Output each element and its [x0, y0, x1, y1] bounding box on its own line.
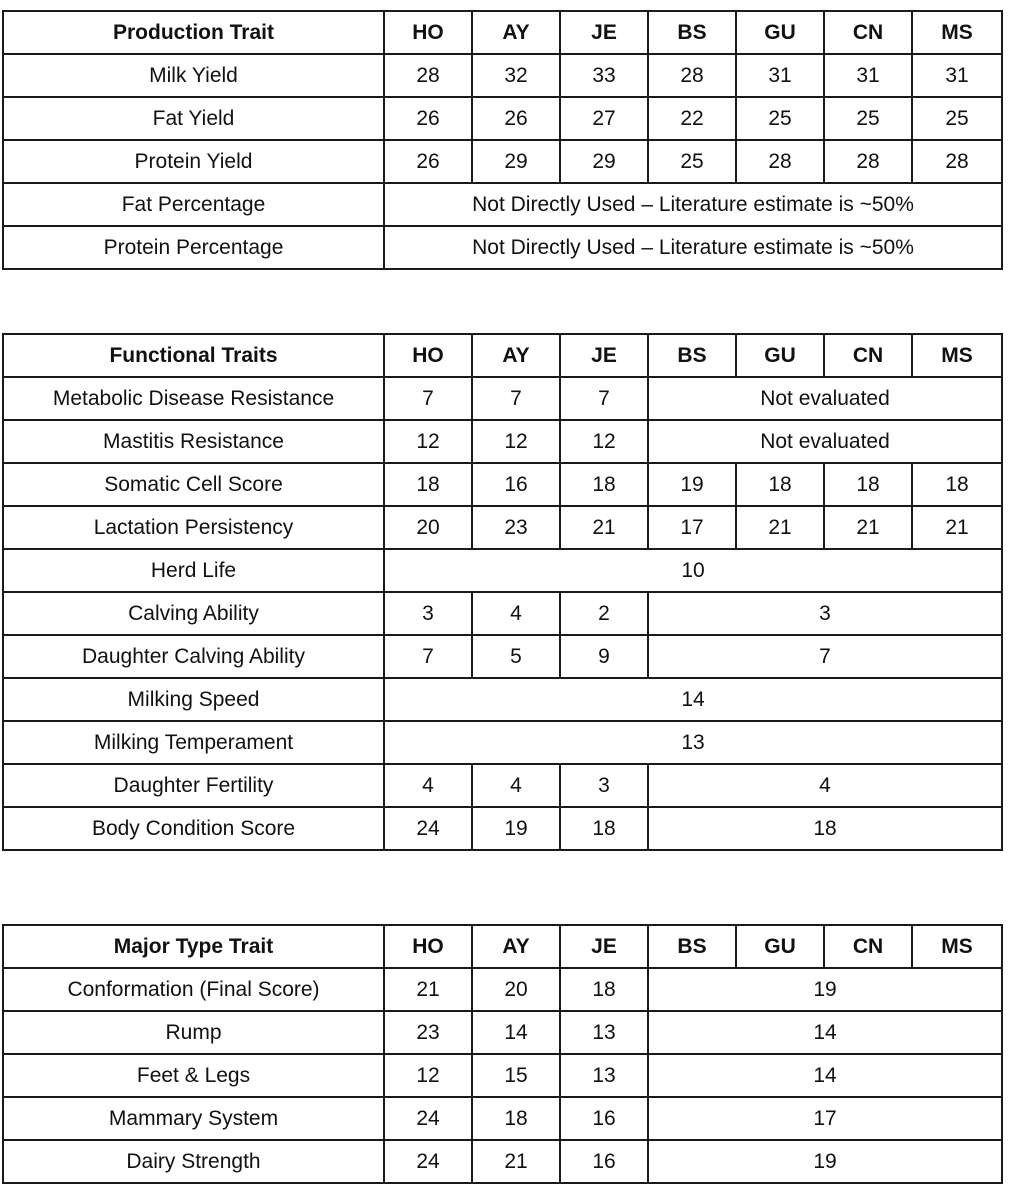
value-cell: 14 — [472, 1011, 560, 1054]
table-row — [3, 968, 1002, 1011]
table-row — [3, 1054, 1002, 1097]
trait-name-cell: Protein Yield — [3, 140, 384, 183]
table-row — [3, 721, 1002, 764]
breed-header-bs: BS — [648, 334, 736, 377]
value-cell: 23 — [384, 1011, 472, 1054]
merged-value-cell: Not evaluated — [648, 377, 1002, 420]
trait-name-cell: Feet & Legs — [3, 1054, 384, 1097]
value-cell: 18 — [384, 463, 472, 506]
merged-value-cell: 13 — [384, 721, 1002, 764]
value-cell: 7 — [384, 635, 472, 678]
value-cell: 24 — [384, 807, 472, 850]
table-header-row — [3, 11, 1002, 54]
merged-value-cell: 19 — [648, 968, 1002, 1011]
value-cell: 28 — [384, 54, 472, 97]
value-cell: 21 — [912, 506, 1002, 549]
merged-value-cell: 10 — [384, 549, 1002, 592]
value-cell: 24 — [384, 1097, 472, 1140]
value-cell: 16 — [560, 1140, 648, 1183]
value-cell: 12 — [384, 1054, 472, 1097]
breed-header-ay: AY — [472, 334, 560, 377]
merged-value-cell: 14 — [648, 1054, 1002, 1097]
trait-column-header: Functional Traits — [3, 334, 384, 377]
value-cell: 24 — [384, 1140, 472, 1183]
value-cell: 4 — [384, 764, 472, 807]
merged-value-cell: 19 — [648, 1140, 1002, 1183]
value-cell: 29 — [472, 140, 560, 183]
breed-header-ms: MS — [912, 11, 1002, 54]
value-cell: 23 — [472, 506, 560, 549]
value-cell: 18 — [736, 463, 824, 506]
value-cell: 25 — [648, 140, 736, 183]
merged-value-cell: 14 — [384, 678, 1002, 721]
trait-name-cell: Daughter Calving Ability — [3, 635, 384, 678]
value-cell: 19 — [472, 807, 560, 850]
trait-name-cell: Body Condition Score — [3, 807, 384, 850]
value-cell: 18 — [560, 807, 648, 850]
trait-name-cell: Mammary System — [3, 1097, 384, 1140]
value-cell: 18 — [824, 463, 912, 506]
merged-value-cell: 14 — [648, 1011, 1002, 1054]
value-cell: 13 — [560, 1054, 648, 1097]
value-cell: 31 — [824, 54, 912, 97]
table-row — [3, 54, 1002, 97]
trait-name-cell: Milking Temperament — [3, 721, 384, 764]
table-header-row — [3, 334, 1002, 377]
trait-name-cell: Rump — [3, 1011, 384, 1054]
table-row — [3, 420, 1002, 463]
table-body — [3, 968, 1002, 1183]
trait-name-cell: Lactation Persistency — [3, 506, 384, 549]
merged-value-cell: 18 — [648, 807, 1002, 850]
breed-header-gu: GU — [736, 925, 824, 968]
value-cell: 17 — [648, 506, 736, 549]
production-trait-table — [2, 10, 1003, 270]
table-row — [3, 140, 1002, 183]
value-cell: 18 — [560, 463, 648, 506]
table-row — [3, 678, 1002, 721]
trait-name-cell: Milk Yield — [3, 54, 384, 97]
breed-header-gu: GU — [736, 334, 824, 377]
trait-name-cell: Protein Percentage — [3, 226, 384, 269]
value-cell: 13 — [560, 1011, 648, 1054]
merged-value-cell: 4 — [648, 764, 1002, 807]
trait-name-cell: Calving Ability — [3, 592, 384, 635]
value-cell: 12 — [384, 420, 472, 463]
table-row — [3, 97, 1002, 140]
trait-name-cell: Daughter Fertility — [3, 764, 384, 807]
value-cell: 19 — [648, 463, 736, 506]
breed-header-ay: AY — [472, 11, 560, 54]
value-cell: 29 — [560, 140, 648, 183]
breed-header-ho: HO — [384, 334, 472, 377]
table-row — [3, 592, 1002, 635]
functional-traits-table — [2, 333, 1003, 851]
value-cell: 21 — [736, 506, 824, 549]
trait-name-cell: Fat Yield — [3, 97, 384, 140]
value-cell: 25 — [736, 97, 824, 140]
value-cell: 28 — [736, 140, 824, 183]
value-cell: 26 — [472, 97, 560, 140]
table-row — [3, 549, 1002, 592]
value-cell: 16 — [472, 463, 560, 506]
value-cell: 12 — [560, 420, 648, 463]
value-cell: 28 — [648, 54, 736, 97]
breed-header-gu: GU — [736, 11, 824, 54]
trait-name-cell: Somatic Cell Score — [3, 463, 384, 506]
breed-header-ms: MS — [912, 334, 1002, 377]
breed-header-ay: AY — [472, 925, 560, 968]
breed-header-ho: HO — [384, 11, 472, 54]
table-row — [3, 1097, 1002, 1140]
value-cell: 20 — [384, 506, 472, 549]
value-cell: 3 — [560, 764, 648, 807]
value-cell: 27 — [560, 97, 648, 140]
value-cell: 31 — [736, 54, 824, 97]
value-cell: 33 — [560, 54, 648, 97]
value-cell: 32 — [472, 54, 560, 97]
table-row — [3, 463, 1002, 506]
value-cell: 16 — [560, 1097, 648, 1140]
breed-header-ho: HO — [384, 925, 472, 968]
value-cell: 18 — [560, 968, 648, 1011]
merged-value-cell: Not evaluated — [648, 420, 1002, 463]
trait-name-cell: Metabolic Disease Resistance — [3, 377, 384, 420]
value-cell: 25 — [824, 97, 912, 140]
breed-header-cn: CN — [824, 334, 912, 377]
value-cell: 28 — [912, 140, 1002, 183]
value-cell: 4 — [472, 592, 560, 635]
table-row — [3, 807, 1002, 850]
merged-value-cell: 3 — [648, 592, 1002, 635]
breed-header-je: JE — [560, 925, 648, 968]
value-cell: 2 — [560, 592, 648, 635]
table-header-row — [3, 925, 1002, 968]
trait-name-cell: Mastitis Resistance — [3, 420, 384, 463]
trait-name-cell: Milking Speed — [3, 678, 384, 721]
value-cell: 7 — [560, 377, 648, 420]
value-cell: 18 — [472, 1097, 560, 1140]
value-cell: 28 — [824, 140, 912, 183]
table-body — [3, 54, 1002, 269]
trait-name-cell: Dairy Strength — [3, 1140, 384, 1183]
value-cell: 7 — [472, 377, 560, 420]
value-cell: 15 — [472, 1054, 560, 1097]
breed-header-cn: CN — [824, 11, 912, 54]
value-cell: 3 — [384, 592, 472, 635]
breed-header-bs: BS — [648, 925, 736, 968]
table-row — [3, 226, 1002, 269]
table-row — [3, 1140, 1002, 1183]
breed-header-bs: BS — [648, 11, 736, 54]
major-type-trait-table — [2, 924, 1003, 1184]
value-cell: 9 — [560, 635, 648, 678]
breed-header-ms: MS — [912, 925, 1002, 968]
merged-value-cell: Not Directly Used – Literature estimate is ~50% — [384, 183, 1002, 226]
table-row — [3, 183, 1002, 226]
value-cell: 21 — [824, 506, 912, 549]
value-cell: 4 — [472, 764, 560, 807]
value-cell: 21 — [384, 968, 472, 1011]
breed-header-je: JE — [560, 334, 648, 377]
value-cell: 20 — [472, 968, 560, 1011]
value-cell: 22 — [648, 97, 736, 140]
value-cell: 21 — [560, 506, 648, 549]
breed-header-cn: CN — [824, 925, 912, 968]
table-row — [3, 506, 1002, 549]
trait-name-cell: Conformation (Final Score) — [3, 968, 384, 1011]
merged-value-cell: 17 — [648, 1097, 1002, 1140]
value-cell: 26 — [384, 140, 472, 183]
value-cell: 31 — [912, 54, 1002, 97]
value-cell: 21 — [472, 1140, 560, 1183]
trait-name-cell: Fat Percentage — [3, 183, 384, 226]
trait-name-cell: Herd Life — [3, 549, 384, 592]
trait-column-header: Production Trait — [3, 11, 384, 54]
value-cell: 12 — [472, 420, 560, 463]
breed-header-je: JE — [560, 11, 648, 54]
table-row — [3, 635, 1002, 678]
merged-value-cell: Not Directly Used – Literature estimate is ~50% — [384, 226, 1002, 269]
table-row — [3, 764, 1002, 807]
value-cell: 25 — [912, 97, 1002, 140]
value-cell: 18 — [912, 463, 1002, 506]
trait-column-header: Major Type Trait — [3, 925, 384, 968]
table-row — [3, 1011, 1002, 1054]
table-row — [3, 377, 1002, 420]
value-cell: 7 — [384, 377, 472, 420]
merged-value-cell: 7 — [648, 635, 1002, 678]
value-cell: 26 — [384, 97, 472, 140]
value-cell: 5 — [472, 635, 560, 678]
table-body — [3, 377, 1002, 850]
